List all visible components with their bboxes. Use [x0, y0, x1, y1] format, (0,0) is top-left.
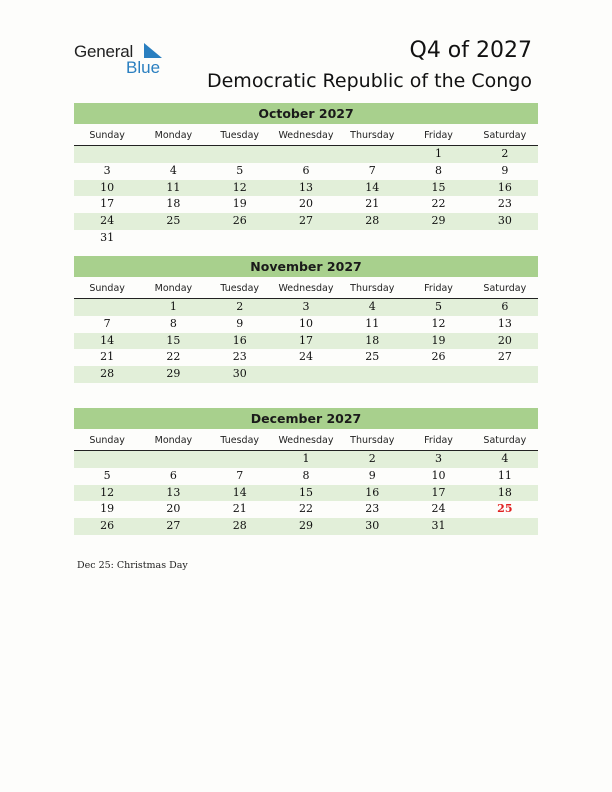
day-cell: 3: [302, 300, 310, 313]
day-cell: [472, 366, 538, 383]
day-cell: 1: [435, 147, 443, 160]
day-cell: 16: [497, 180, 512, 194]
day-cell: 17: [298, 333, 313, 347]
day-cell: 7: [103, 316, 111, 330]
day-cell: [207, 146, 273, 163]
weekday-label: Wednesday: [278, 283, 334, 294]
day-cell: 12: [232, 180, 247, 194]
weekday-label: Tuesday: [220, 283, 260, 294]
day-cell: 26: [232, 214, 247, 228]
day-cell: 16: [232, 333, 247, 347]
day-cell: 5: [435, 300, 443, 313]
day-cell: 7: [236, 468, 244, 482]
day-cell: 28: [365, 214, 380, 228]
day-cell: 15: [166, 333, 181, 347]
day-cell: 19: [232, 197, 247, 211]
week-row: [74, 316, 538, 333]
day-cell: 3: [435, 452, 443, 465]
day-cell: 4: [501, 452, 509, 465]
day-cell: 11: [166, 180, 181, 194]
generalblue-logo: [74, 42, 174, 78]
day-cell: 9: [501, 163, 509, 177]
day-cell: [273, 366, 339, 383]
day-cell: 2: [501, 147, 509, 160]
weekday-label: Saturday: [483, 435, 527, 446]
day-cell: 23: [497, 197, 512, 211]
day-cell: 8: [302, 468, 310, 482]
month-title: December 2027: [74, 408, 538, 429]
day-cell: 29: [431, 214, 446, 228]
day-cell: 8: [435, 163, 443, 177]
day-cell: 24: [298, 350, 313, 364]
day-cell: 26: [100, 519, 115, 533]
weekday-label: Saturday: [483, 283, 527, 294]
day-cell: 27: [497, 350, 512, 364]
day-cell: 25: [497, 502, 513, 516]
weekday-label: Wednesday: [278, 130, 334, 141]
day-cell: 20: [497, 333, 512, 347]
day-cell: 30: [232, 367, 247, 381]
day-cell: 4: [368, 300, 376, 313]
day-cell: 21: [100, 350, 115, 364]
weekday-label: Thursday: [350, 130, 395, 141]
day-cell: 7: [368, 163, 376, 177]
weekday-label: Sunday: [89, 435, 125, 446]
week-row: [74, 333, 538, 350]
day-cell: 30: [497, 214, 512, 228]
week-row: [74, 196, 538, 213]
day-cell: [140, 230, 206, 247]
week-row: [74, 163, 538, 180]
day-cell: 22: [166, 350, 181, 364]
day-cell: 8: [169, 316, 177, 330]
day-cell: 28: [100, 367, 115, 381]
day-cell: 14: [100, 333, 115, 347]
day-cell: [74, 451, 140, 468]
day-cell: 10: [298, 316, 313, 330]
day-cell: 17: [100, 197, 115, 211]
weekday-label: Sunday: [89, 283, 125, 294]
weekday-label: Tuesday: [220, 130, 260, 141]
day-cell: 15: [298, 485, 313, 499]
day-cell: 14: [232, 485, 247, 499]
weekday-label: Saturday: [483, 130, 527, 141]
week-row: [74, 213, 538, 230]
weekday-label: Monday: [154, 283, 193, 294]
day-cell: 13: [166, 485, 181, 499]
weekday-header-row: [74, 127, 538, 146]
week-row: [74, 230, 538, 247]
day-cell: [339, 366, 405, 383]
weekday-label: Tuesday: [220, 435, 260, 446]
day-cell: [140, 146, 206, 163]
day-cell: 18: [365, 333, 380, 347]
month-title: October 2027: [74, 103, 538, 124]
day-cell: 29: [298, 519, 313, 533]
week-row: [74, 299, 538, 316]
day-cell: [74, 146, 140, 163]
day-cell: 26: [431, 350, 446, 364]
day-cell: 10: [100, 180, 115, 194]
week-row: [74, 146, 538, 163]
day-cell: [339, 230, 405, 247]
day-cell: 11: [365, 316, 380, 330]
day-cell: [273, 146, 339, 163]
day-cell: 29: [166, 367, 181, 381]
day-cell: 2: [368, 452, 376, 465]
day-cell: 12: [100, 485, 115, 499]
day-cell: 21: [232, 502, 247, 516]
weekday-label: Monday: [154, 130, 193, 141]
day-cell: 18: [166, 197, 181, 211]
day-cell: 31: [431, 519, 446, 533]
weekday-label: Sunday: [89, 130, 125, 141]
day-cell: 20: [166, 502, 181, 516]
day-cell: 12: [431, 316, 446, 330]
day-cell: [207, 451, 273, 468]
month-calendar: [74, 103, 538, 247]
day-cell: 31: [100, 230, 115, 244]
day-cell: [339, 146, 405, 163]
month-title: November 2027: [74, 256, 538, 277]
day-cell: 23: [232, 350, 247, 364]
day-cell: 24: [100, 214, 115, 228]
logo-general-text: General: [74, 42, 134, 61]
logo-triangle-icon: [142, 43, 162, 59]
day-cell: [472, 518, 538, 535]
weekday-label: Thursday: [350, 283, 395, 294]
day-cell: 30: [365, 519, 380, 533]
weekday-label: Monday: [154, 435, 193, 446]
week-row: [74, 518, 538, 535]
week-row: [74, 468, 538, 485]
week-row: [74, 349, 538, 366]
day-cell: 19: [100, 502, 115, 516]
weekday-label: Friday: [424, 130, 453, 141]
day-cell: 21: [365, 197, 380, 211]
month-calendar: [74, 256, 538, 383]
holiday-note: Dec 25: Christmas Day: [77, 560, 188, 571]
day-cell: [472, 230, 538, 247]
day-cell: 22: [431, 197, 446, 211]
day-cell: 4: [169, 163, 177, 177]
day-cell: [207, 230, 273, 247]
week-row: [74, 485, 538, 502]
day-cell: 14: [365, 180, 380, 194]
weekday-header-row: [74, 432, 538, 451]
day-cell: [405, 230, 471, 247]
day-cell: 22: [298, 502, 313, 516]
day-cell: 13: [298, 180, 313, 194]
weekday-label: Friday: [424, 283, 453, 294]
day-cell: 28: [232, 519, 247, 533]
day-cell: 3: [103, 163, 111, 177]
day-cell: 23: [365, 502, 380, 516]
week-row: [74, 501, 538, 518]
day-cell: 15: [431, 180, 446, 194]
day-cell: 11: [497, 468, 512, 482]
day-cell: [74, 299, 140, 316]
day-cell: 18: [497, 485, 512, 499]
page-title: Q4 of 2027: [409, 38, 532, 63]
week-row: [74, 451, 538, 468]
day-cell: [140, 451, 206, 468]
day-cell: [273, 230, 339, 247]
day-cell: 10: [431, 468, 446, 482]
week-row: [74, 180, 538, 197]
weekday-label: Friday: [424, 435, 453, 446]
day-cell: 2: [236, 300, 244, 313]
day-cell: 16: [365, 485, 380, 499]
logo-blue-text: Blue: [126, 58, 161, 77]
month-calendar: [74, 408, 538, 535]
day-cell: 27: [298, 214, 313, 228]
day-cell: 1: [169, 300, 177, 313]
day-cell: 6: [501, 300, 509, 313]
day-cell: 19: [431, 333, 446, 347]
day-cell: 6: [169, 468, 177, 482]
holiday-notes: [77, 560, 188, 571]
week-row: [74, 366, 538, 383]
day-cell: 1: [302, 452, 310, 465]
day-cell: 9: [236, 316, 244, 330]
day-cell: 24: [431, 502, 446, 516]
day-cell: [405, 366, 471, 383]
day-cell: 25: [365, 350, 380, 364]
day-cell: 25: [166, 214, 181, 228]
day-cell: 27: [166, 519, 181, 533]
weekday-header-row: [74, 280, 538, 299]
day-cell: 5: [103, 468, 111, 482]
day-cell: 6: [302, 163, 310, 177]
weekday-label: Thursday: [350, 435, 395, 446]
weekday-label: Wednesday: [278, 435, 334, 446]
country-title: Democratic Republic of the Congo: [206, 70, 532, 92]
day-cell: 17: [431, 485, 446, 499]
day-cell: 9: [368, 468, 376, 482]
day-cell: 5: [236, 163, 244, 177]
day-cell: 20: [298, 197, 313, 211]
day-cell: 13: [497, 316, 512, 330]
